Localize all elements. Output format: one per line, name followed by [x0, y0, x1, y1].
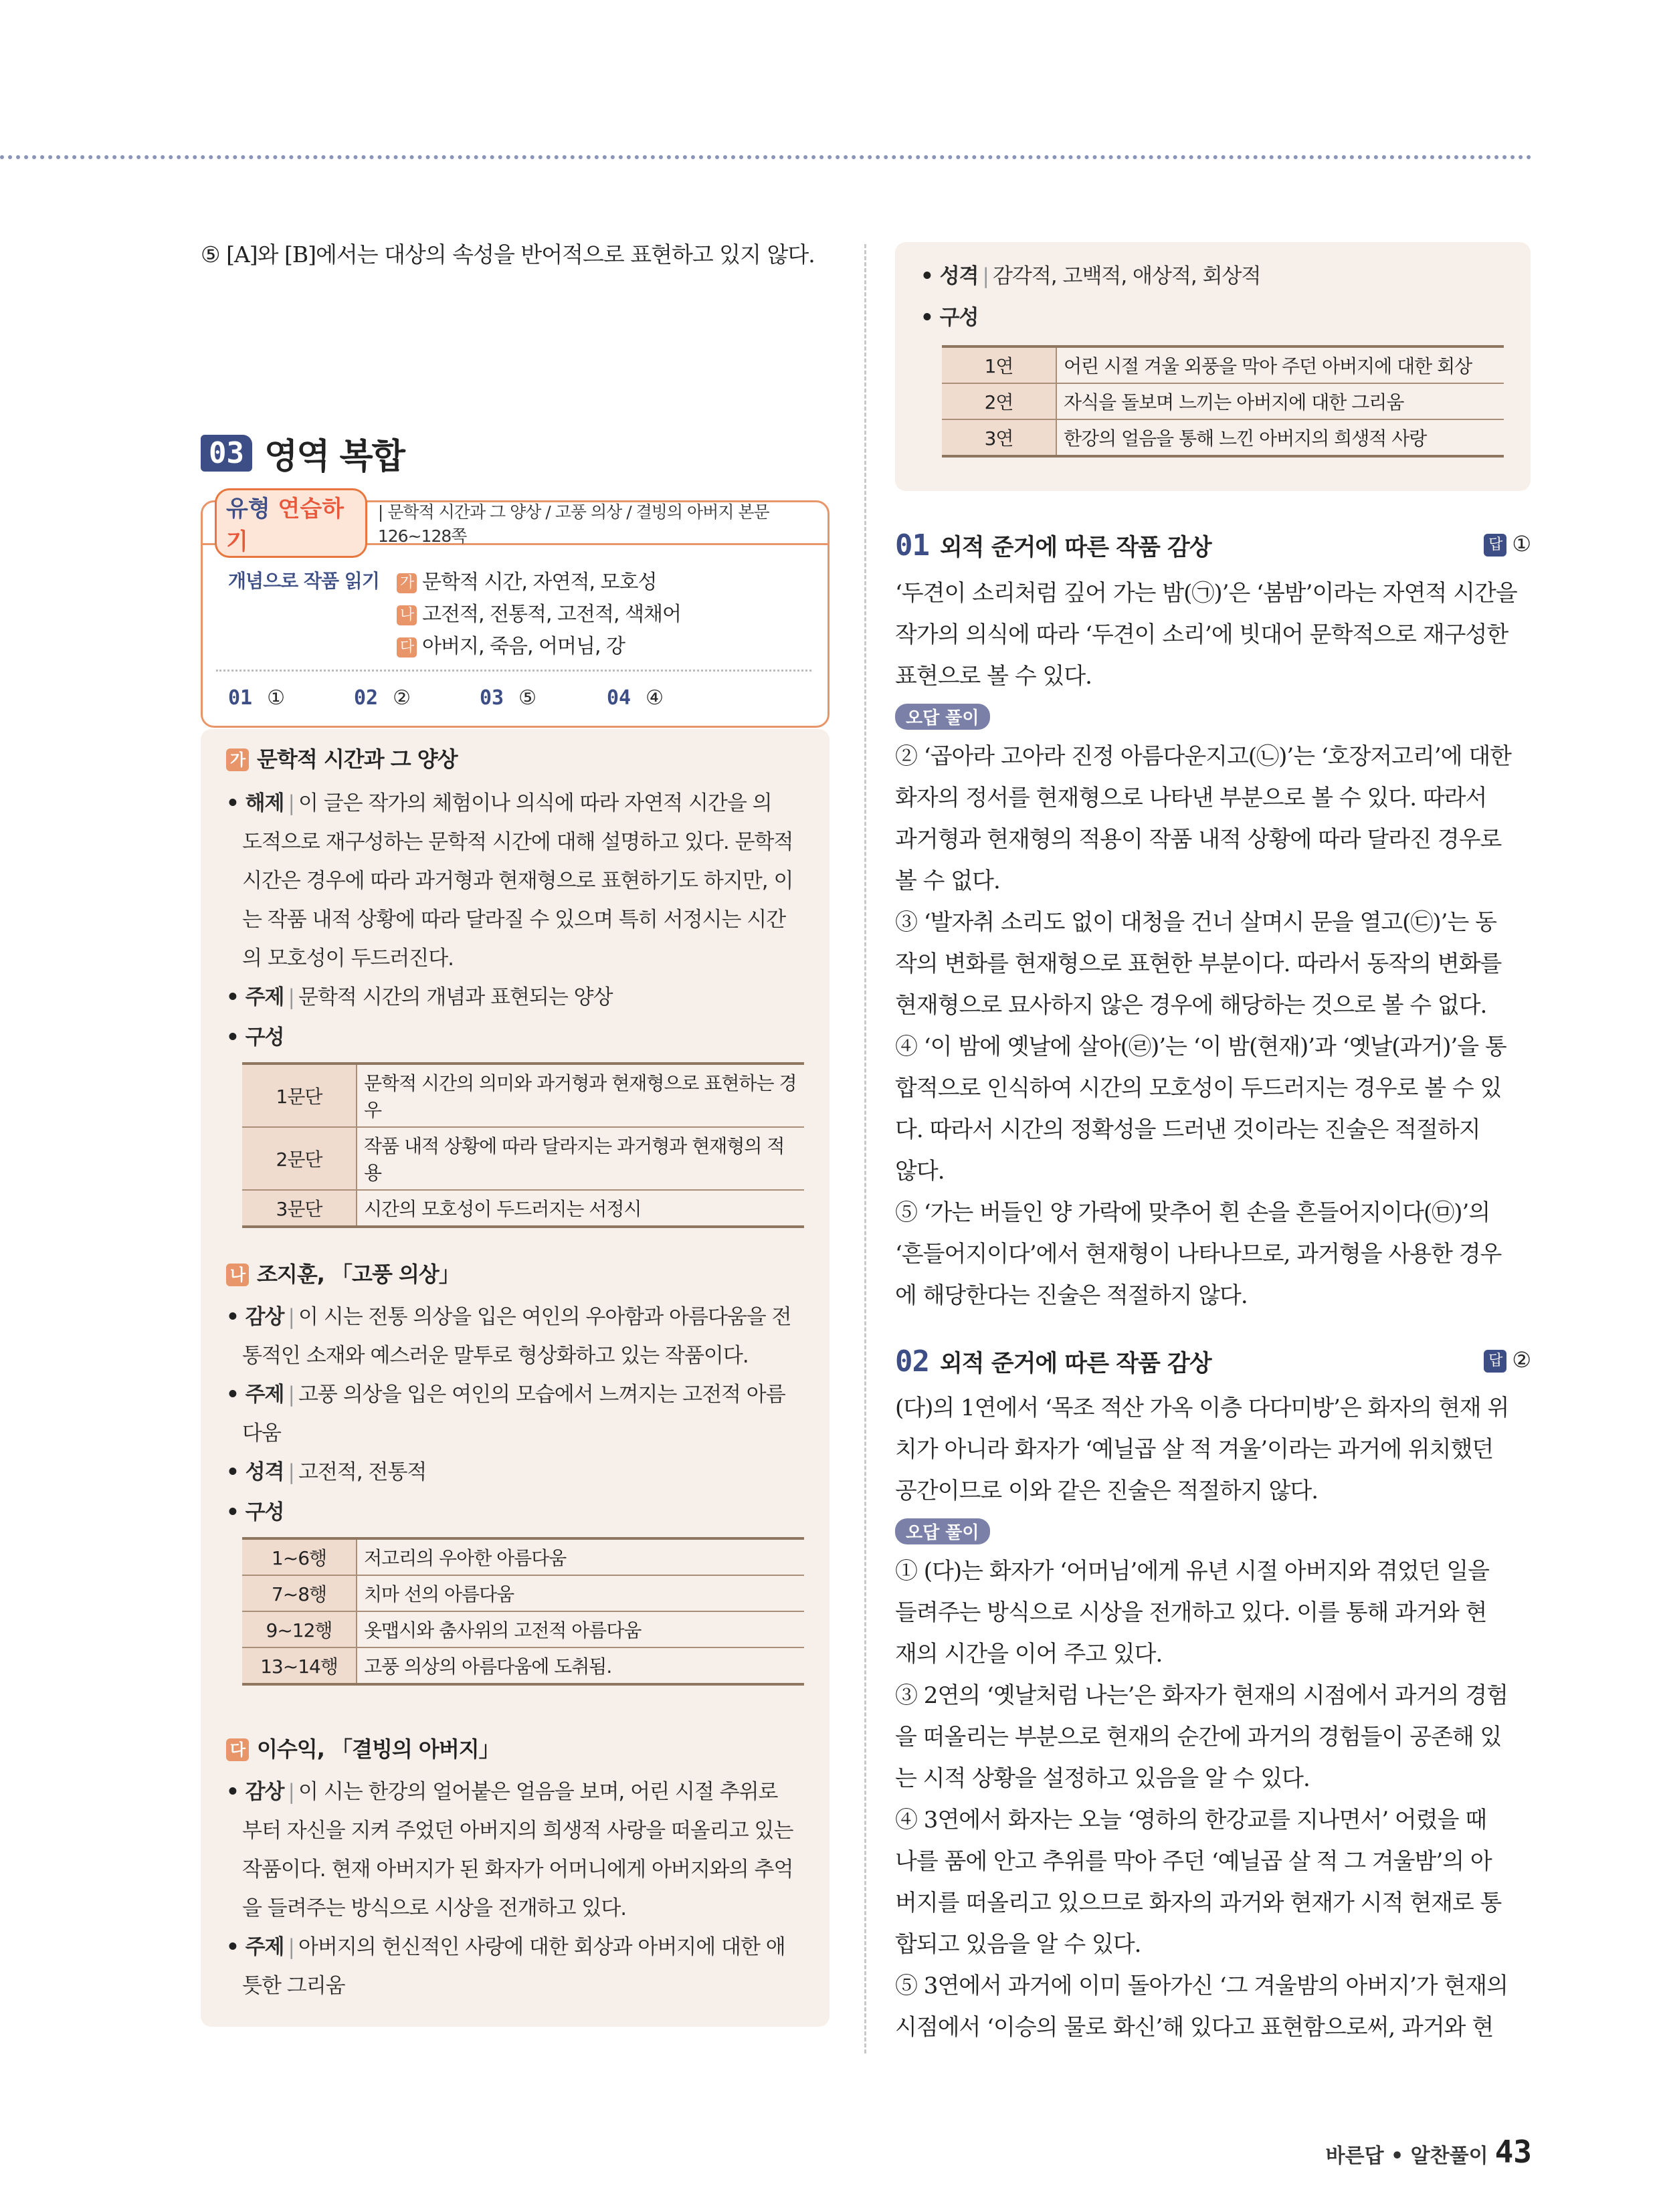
ga-heading	[226, 742, 458, 773]
table-row	[242, 1538, 804, 1575]
text-line: 는 작품 내적 상황에 따라 달라질 수 있으며 특히 서정시는 시간	[242, 908, 786, 932]
text-line: 고전적, 전통적	[298, 1460, 427, 1484]
text-line: 표현으로 볼 수 있다.	[895, 663, 1092, 690]
table-row	[242, 1611, 804, 1647]
top-dotted-rule	[0, 155, 1532, 159]
ga-haeje: • 해제 | 이 글은 작가의 체험이나 의식에 따라 자연적 시간을 의 도적으로 재구성하는 문학적 시간에 대해 설명하고 있다. 문학적 시간은 경우에 따라 과거형과 현재형으로 표현하기도 하지만, 이 는 작품 내적 상황에 따라 달라질 수 있으며 특히 서정시는 시간 의 모호성이 두드러진다.	[226, 784, 808, 978]
section-header	[201, 428, 404, 478]
na-juje: • 주제 | 고풍 의상을 입은 여인의 모습에서 느껴지는 고전적 아름 다움	[226, 1375, 808, 1453]
table-row	[242, 1575, 804, 1611]
ga-gusung: • 구성	[226, 1025, 284, 1049]
text-line: 이 시는 전통 의상을 입은 여인의 우아함과 아름다움을 전	[298, 1305, 791, 1329]
text-line: 문학적 시간의 개념과 표현되는 양상	[298, 985, 613, 1009]
table-cell: 3문단	[242, 1190, 357, 1227]
text-line: ⑤ 3연에서 과거에 이미 돌아가신 ‘그 겨울밤의 아버지’가 현재의	[895, 1973, 1508, 1999]
table-cell: 3연	[942, 419, 1056, 456]
answer-num: 04	[607, 686, 631, 710]
answer-val: ④	[646, 686, 664, 710]
text-line: 나를 품에 안고 추위를 막아 주던 ‘예닐곱 살 적 그 겨울밤’의 아	[895, 1848, 1492, 1875]
da-badge: 다	[226, 1738, 249, 1761]
na-title: 조지훈, 「고풍 의상」	[257, 1262, 460, 1287]
text-line: 공간이므로 이와 같은 진술은 적절하지 않다.	[895, 1478, 1319, 1504]
q2-explain	[895, 1550, 1531, 2048]
table-cell: 자식을 돌보며 느끼는 아버지에 대한 그리움	[1056, 383, 1504, 419]
section-title: 영역 복합	[264, 437, 405, 477]
ga-juje: • 주제 | 문학적 시간의 개념과 표현되는 양상	[226, 985, 613, 1009]
answer-badge: 답	[1484, 1350, 1506, 1373]
q1-title: 외적 준거에 따른 작품 감상	[939, 534, 1211, 561]
text-line: (다)의 1연에서 ‘목조 적산 가옥 이층 다다미방’은 화자의 현재 위	[895, 1395, 1509, 1421]
text-line: ② ‘곱아라 고아라 진정 아름다운지고(㉡)’는 ‘호장저고리’에 대한	[895, 743, 1512, 770]
answer-item	[480, 686, 536, 710]
text-line: 는 시적 상황을 설정하고 있음을 알 수 있다.	[895, 1765, 1310, 1792]
text-line: 작품이다. 현재 아버지가 된 화자가 어머니에게 아버지와의 추억	[242, 1857, 793, 1882]
text-line: 다. 따라서 시간의 정확성을 드러낸 것이라는 진술은 적절하지	[895, 1116, 1480, 1143]
text-line: 볼 수 없다.	[895, 868, 1000, 894]
gusung-key: 구성	[245, 1500, 284, 1524]
da-heading	[226, 1732, 500, 1763]
ga-badge: 가	[226, 748, 249, 771]
concept-item	[397, 565, 656, 595]
gamsang-key: 감상	[245, 1780, 284, 1804]
page-number: 43	[1494, 2134, 1532, 2170]
table-cell: 2연	[942, 383, 1056, 419]
gusung-key: 구성	[245, 1025, 284, 1049]
q1-body	[895, 573, 1531, 697]
left-explain-panel	[201, 729, 830, 2027]
practice-box	[201, 495, 830, 728]
table-cell: 어린 시절 겨울 외풍을 막아 주던 아버지에 대한 회상	[1056, 346, 1504, 383]
text-line: 않다.	[895, 1158, 945, 1185]
text-line: ③ ‘발자취 소리도 없이 대청을 건너 살며시 문을 열고(㉢)’는 동	[895, 909, 1496, 936]
answer-item	[607, 686, 664, 710]
haeje-key: 해제	[245, 791, 284, 815]
q2-title: 외적 준거에 따른 작품 감상	[939, 1350, 1211, 1377]
practice-header	[203, 495, 827, 555]
text-line: 고풍 의상을 입은 여인의 모습에서 느껴지는 고전적 아름	[298, 1383, 785, 1407]
concept-text: 문학적 시간, 자연적, 모호성	[422, 571, 657, 594]
text-line: 화자의 정서를 현재형으로 나타낸 부분으로 볼 수 있다. 따라서	[895, 785, 1487, 811]
text-line: 아버지의 헌신적인 사랑에 대한 회상과 아버지에 대한 애	[298, 1935, 785, 1959]
table-cell: 한강의 얼음을 통해 느낀 아버지의 희생적 사랑	[1056, 419, 1504, 456]
table-row	[942, 383, 1504, 419]
text-line: 시간은 경우에 따라 과거형과 현재형으로 표현하기도 하지만, 이	[242, 869, 793, 893]
text-line: 들려주는 방식으로 시상을 전개하고 있다. 이를 통해 과거와 현	[895, 1599, 1487, 1626]
text-line: 이 시는 한강의 얼어붙은 얼음을 보며, 어린 시절 추위로	[298, 1780, 778, 1804]
text-line: 도적으로 재구성하는 문학적 시간에 대해 설명하고 있다. 문학적	[242, 830, 793, 854]
q1-number: 01	[895, 528, 929, 563]
table-cell: 1연	[942, 346, 1056, 383]
table-cell: 시간의 모호성이 두드러지는 서정시	[357, 1190, 804, 1227]
answer-badge: 답	[1484, 534, 1506, 557]
q2-odap-label: 오답 풀이	[895, 1518, 990, 1544]
da-sungkyuk: • 성격 | 감각적, 고백적, 애상적, 회상적	[920, 264, 1261, 288]
answer-item	[228, 686, 285, 710]
footer-label: 바른답 • 알찬풀이	[1325, 2144, 1488, 2168]
concept-text: 고전적, 전통적, 고전적, 색채어	[422, 603, 681, 626]
concept-label: 개념으로 작품 읽기	[228, 570, 379, 592]
q2-number: 02	[895, 1344, 929, 1379]
na-gamsang: • 감상 | 이 시는 전통 의상을 입은 여인의 우아함과 아름다움을 전 통적인 소재와 예스러운 말투로 형상화하고 있는 작품이다.	[226, 1298, 808, 1375]
table-row	[942, 346, 1504, 383]
na-gusung: • 구성	[226, 1500, 284, 1524]
answer-num: 02	[354, 686, 379, 710]
da-title: 이수익, 「결빙의 아버지」	[257, 1736, 500, 1762]
text-line: ③ 2연의 ‘옛날처럼 나는’은 화자가 현재의 시점에서 과거의 경험	[895, 1682, 1508, 1709]
table-cell: 1문단	[242, 1064, 357, 1127]
text-line: ⑤ ‘가는 버들인 양 가락에 맞추어 흰 손을 흔들어지이다(㉤)’의	[895, 1199, 1490, 1226]
text-line: 을 떠올리는 부분으로 현재의 순간에 과거의 경험들이 공존해 있	[895, 1724, 1502, 1750]
juje-key: 주제	[245, 985, 284, 1009]
table-cell: 1~6행	[242, 1538, 357, 1575]
concept-badge: 나	[397, 605, 417, 625]
q2-heading	[895, 1344, 1531, 1379]
column-divider	[864, 244, 866, 2053]
table-row	[242, 1190, 804, 1227]
table-cell: 13~14행	[242, 1647, 357, 1684]
answer-value: ①	[1512, 531, 1531, 557]
concept-badge: 가	[397, 573, 417, 593]
text-line: ‘두견이 소리처럼 깊어 가는 밤(㉠)’은 ‘봄밤’이라는 자연적 시간을	[895, 580, 1517, 607]
concept-badge: 다	[397, 637, 417, 658]
da-juje: • 주제 | 아버지의 헌신적인 사랑에 대한 회상과 아버지에 대한 애 틋한 그리움	[226, 1928, 808, 2005]
text-line: 통적인 소재와 예스러운 말투로 형상화하고 있는 작품이다.	[242, 1344, 749, 1368]
na-sungkyuk: • 성격 | 고전적, 전통적	[226, 1460, 427, 1484]
tag-a: 유형	[226, 495, 270, 522]
answer-val: ⑤	[518, 686, 537, 710]
table-row	[942, 419, 1504, 456]
right-top-panel	[895, 242, 1531, 491]
text-line: 버지를 떠올리고 있으므로 화자의 과거와 현재가 시적 현재로 통	[895, 1890, 1502, 1916]
top-sentence: ⑤ [A]와 [B]에서는 대상의 속성을 반어적으로 표현하고 있지 않다.	[201, 241, 815, 268]
q2-answer	[1484, 1347, 1531, 1373]
da-gamsang: • 감상 | 이 시는 한강의 얼어붙은 얼음을 보며, 어린 시절 추위로 부터 자신을 지켜 주었던 아버지의 희생적 사랑을 떠올리고 있는 작품이다. 현재 아버지가 된 화자가 어머니에게 아버지와의 추억 을 들려주는 방식으로 시상을 전개하고 있다.	[226, 1773, 808, 1928]
table-row	[242, 1647, 804, 1684]
table-cell: 고풍 의상의 아름다움에 도취됨.	[357, 1647, 804, 1684]
practice-divider	[216, 670, 811, 672]
gamsang-key: 감상	[245, 1305, 284, 1329]
gusung-key: 구성	[939, 306, 979, 330]
ga-title: 문학적 시간과 그 양상	[257, 746, 458, 772]
concept-text: 아버지, 죽음, 어머님, 강	[422, 635, 625, 658]
text-line: ① (다)는 화자가 ‘어머님’에게 유년 시절 아버지와 겪었던 일을	[895, 1558, 1490, 1585]
table-cell: 옷맵시와 춤사위의 고전적 아름다움	[357, 1611, 804, 1647]
table-cell: 치마 선의 아름다움	[357, 1575, 804, 1611]
text-line: 을 들려주는 방식으로 시상을 전개하고 있다.	[242, 1896, 627, 1920]
concept-item	[397, 629, 625, 659]
answer-num: 03	[480, 686, 504, 710]
table-row	[242, 1127, 804, 1190]
text-line: 치가 아니라 화자가 ‘예닐곱 살 적 겨울’이라는 과거에 위치했던	[895, 1436, 1494, 1463]
table-cell: 문학적 시간의 의미와 과거형과 현재형으로 표현하는 경우	[357, 1064, 804, 1127]
q1-odap-label: 오답 풀이	[895, 704, 990, 730]
tag-b: 연습하기	[226, 495, 345, 555]
q2-body	[895, 1387, 1531, 1512]
text-line: 시점에서 ‘이승의 물로 화신’해 있다고 표현함으로써, 과거와 현	[895, 2014, 1494, 2041]
answer-val: ①	[267, 686, 286, 710]
ga-table	[242, 1062, 804, 1228]
na-heading	[226, 1258, 460, 1288]
table-cell: 2문단	[242, 1127, 357, 1190]
sungkyuk-key: 성격	[939, 264, 979, 288]
text-line: ‘흔들어지이다’에서 현재형이 나타나므로, 과거형을 사용한 경우	[895, 1241, 1502, 1268]
table-cell: 저고리의 우아한 아름다움	[357, 1538, 804, 1575]
text-line: 다움	[242, 1421, 281, 1445]
text-line: 감각적, 고백적, 애상적, 회상적	[992, 264, 1261, 288]
section-number: 03	[201, 435, 252, 472]
na-table	[242, 1537, 804, 1686]
text-line: ④ ‘이 밤에 옛날에 살아(㉣)’는 ‘이 밤(현재)’과 ‘옛날(과거)’을 통	[895, 1033, 1506, 1060]
text-line: 합적으로 인식하여 시간의 모호성이 두드러지는 경우로 볼 수 있	[895, 1075, 1502, 1102]
text-line: 에 해당한다는 진술은 적절하지 않다.	[895, 1282, 1248, 1309]
na-badge: 나	[226, 1264, 249, 1286]
page-footer	[1326, 2134, 1532, 2170]
da-gusung: • 구성	[920, 306, 979, 330]
table-row	[242, 1064, 804, 1127]
text-line: 작의 변화를 현재형으로 표현한 부분이다. 따라서 동작의 변화를	[895, 950, 1502, 977]
juje-key: 주제	[245, 1383, 284, 1407]
practice-subtitle: | 문학적 시간과 그 양상 / 고풍 의상 / 결빙의 아버지 본문 126~128쪽	[377, 502, 769, 546]
text-line: 작가의 의식에 따라 ‘두견이 소리’에 빗대어 문학적으로 재구성한	[895, 621, 1508, 648]
answer-value: ②	[1512, 1347, 1531, 1373]
answer-val: ②	[393, 686, 411, 710]
practice-tag	[215, 488, 367, 558]
q1-heading	[895, 528, 1531, 563]
text-line: 부터 자신을 지켜 주었던 아버지의 희생적 사랑을 떠올리고 있는	[242, 1819, 793, 1843]
q1-explain	[895, 736, 1531, 1316]
da-table	[942, 345, 1504, 458]
answer-num: 01	[228, 686, 253, 710]
table-cell: 7~8행	[242, 1575, 357, 1611]
text-line: 틋한 그리움	[242, 1974, 345, 1998]
answer-item	[354, 686, 411, 710]
juje-key: 주제	[245, 1935, 284, 1959]
text-line: 의 모호성이 두드러진다.	[242, 946, 454, 971]
text-line: 이 글은 작가의 체험이나 의식에 따라 자연적 시간을 의	[298, 791, 772, 815]
text-line: 현재형으로 묘사하지 않은 경우에 해당하는 것으로 볼 수 없다.	[895, 992, 1487, 1019]
sungkyuk-key: 성격	[245, 1460, 284, 1484]
q1-answer	[1484, 531, 1531, 557]
text-line: 합되고 있음을 알 수 있다.	[895, 1931, 1141, 1958]
text-line: 재의 시간을 이어 주고 있다.	[895, 1641, 1163, 1668]
text-line: ④ 3연에서 화자는 오늘 ‘영하의 한강교를 지나면서’ 어렸을 때	[895, 1807, 1487, 1833]
table-cell: 9~12행	[242, 1611, 357, 1647]
table-cell: 작품 내적 상황에 따라 달라지는 과거형과 현재형의 적용	[357, 1127, 804, 1190]
text-line: 과거형과 현재형의 적용이 작품 내적 상황에 따라 달라진 경우로	[895, 826, 1502, 853]
concept-item	[397, 597, 681, 627]
